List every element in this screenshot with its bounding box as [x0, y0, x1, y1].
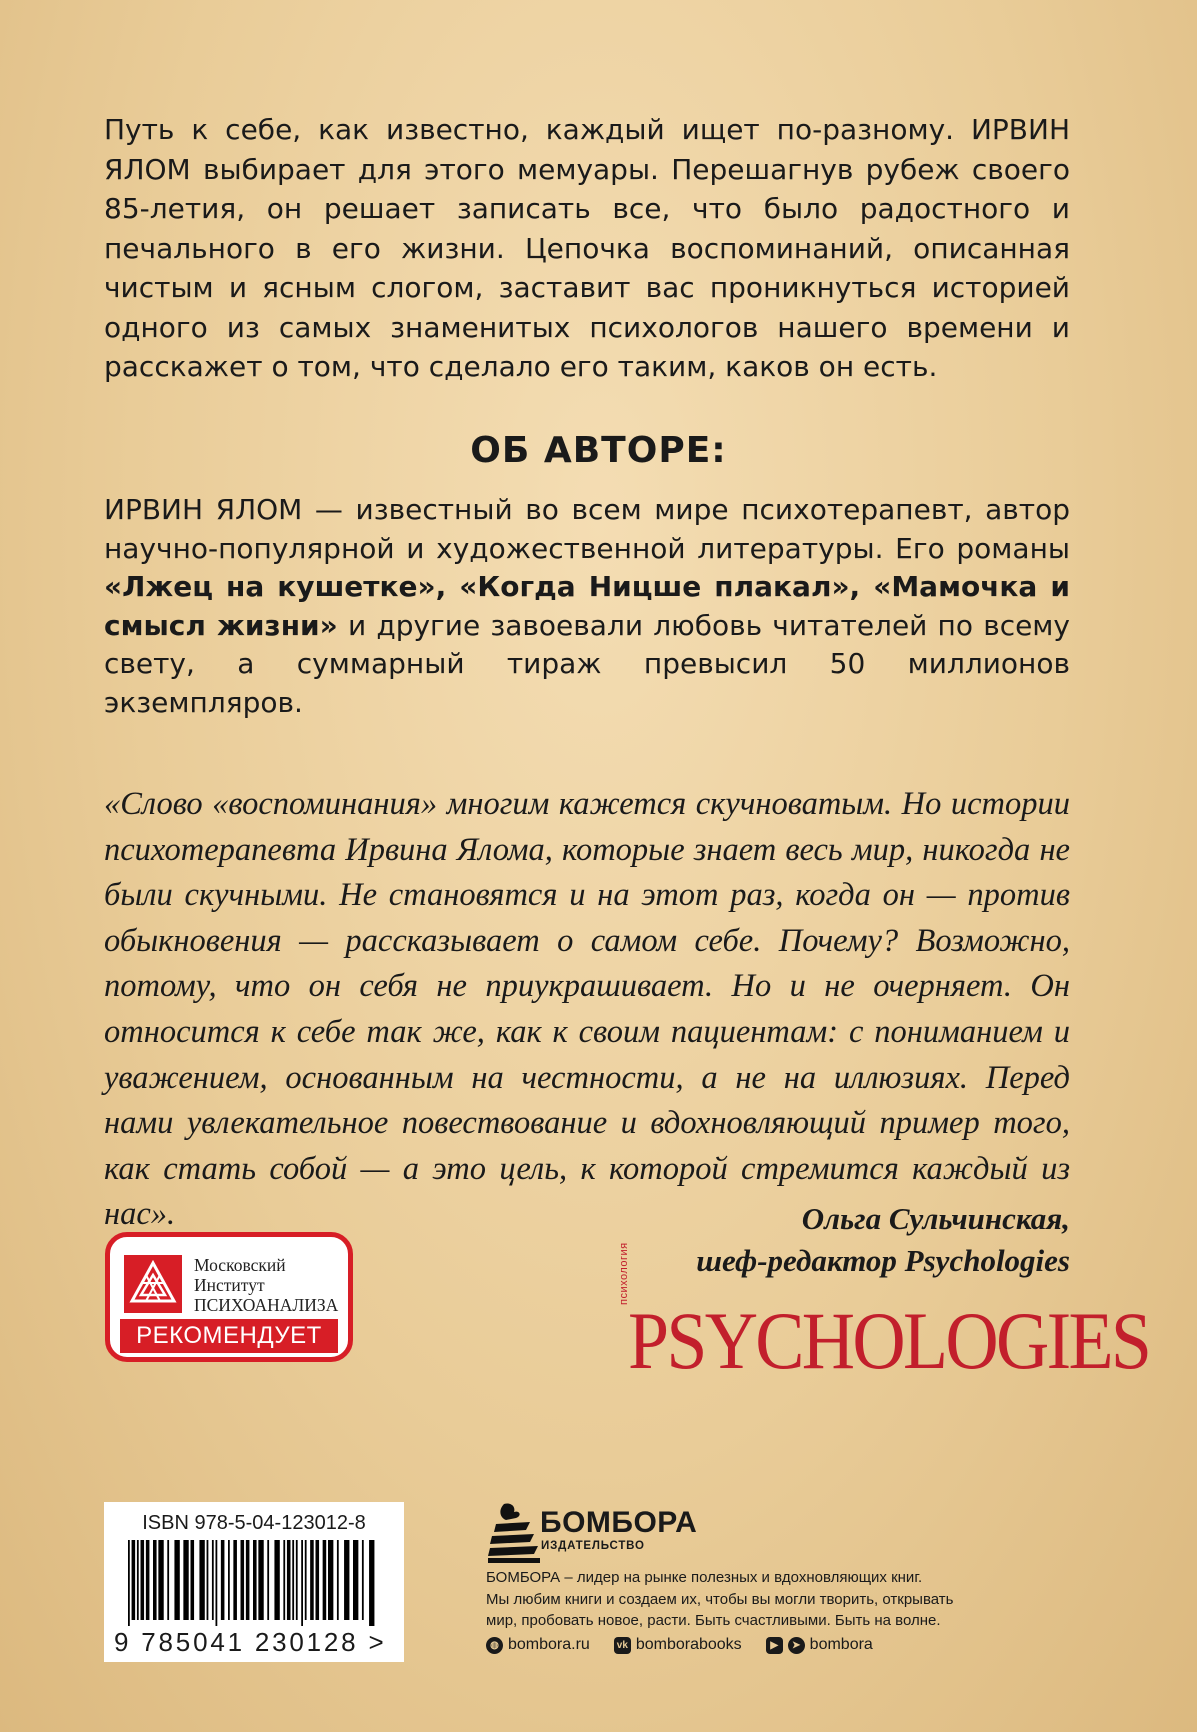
isbn-text: ISBN 978-5-04-123012-8 [142, 1512, 366, 1534]
barcode-bar [228, 1540, 230, 1620]
barcode-bar [267, 1540, 269, 1620]
barcode-bar [292, 1540, 294, 1620]
barcode-bar [310, 1540, 314, 1620]
social-website[interactable] [486, 1634, 590, 1656]
barcode-bar [369, 1540, 374, 1626]
institute-recommends-badge [105, 1232, 353, 1362]
barcode-bar [353, 1540, 358, 1620]
review-quote: «Слово «воспоминания» многим кажется скучноватым. Но истории психотерапевта Ирвина Ялома, которые знает весь мир, никогда не были скучными. Не становятся и на этот раз, когда он — против обыкновения — рассказывает о самом себе. Почему? Возможно, потому, что он себя не приукрашивает. Но и не очерняет. Он относится к себе так же, как к своим пациентам: с пониманием и уважением, основанным на честности, а не на иллюзиях. Перед нами увлекательное повествование и вдохновляющий пример того, как стать собой — а это цель, к которой стремится каждый из нас». [104, 786, 1070, 1233]
institute-triangle-logo-icon [124, 1255, 182, 1313]
social-links [486, 1634, 1086, 1656]
barcode-bar [283, 1540, 285, 1620]
youtube-icon: ▶ [766, 1637, 783, 1654]
barcode-bar [158, 1540, 163, 1620]
barcode-bar [137, 1540, 139, 1620]
vk-icon: vk [614, 1637, 631, 1654]
barcode-bar [287, 1540, 291, 1620]
barcode-bar [328, 1540, 333, 1620]
social-vk-label: bomborabooks [635, 1636, 742, 1653]
barcode-bar [316, 1540, 320, 1620]
barcode-bar [132, 1540, 136, 1620]
intro-paragraph: Путь к себе, как известно, каждый ищет по-разному. ИРВИН ЯЛОМ выбирает для этого мемуары. Перешагнув рубеж своего 85-летия, он решает записать все, что было радостного и печального в его жизни. Цепочка воспоминаний, описанная чистым и ясным слогом, заставит вас проникнуться историей одного из самых знаменитых психологов нашего времени и расскажет о том, что сделало его таким, каков он есть. [104, 113, 1070, 383]
barcode-bar [305, 1540, 307, 1620]
social-messengers[interactable] [766, 1634, 873, 1656]
barcode-bar [258, 1540, 263, 1620]
about-author-paragraph [104, 491, 1070, 722]
badge-line-1: Московский [194, 1255, 286, 1275]
barcode-bar [344, 1540, 349, 1620]
barcode-bar [141, 1540, 145, 1620]
barcode-bar [153, 1540, 157, 1620]
barcode-bar [191, 1540, 195, 1620]
barcode-bar [216, 1540, 218, 1626]
barcode-bar [301, 1540, 303, 1626]
about-text-part1: ИРВИН ЯЛОМ — известный во всем мире психотерапевт, автор научно-популярной и художественной литературы. Его романы [104, 493, 1070, 565]
globe-icon: ◍ [486, 1637, 503, 1654]
barcode-bar [274, 1540, 279, 1620]
barcode-bar [207, 1540, 209, 1620]
barcode-bar [323, 1540, 327, 1620]
social-vk[interactable] [614, 1634, 742, 1656]
barcode-bar [221, 1540, 225, 1620]
bombora-subtitle: ИЗДАТЕЛЬСТВО [541, 1540, 645, 1552]
bombora-desc-line3: мир, пробовать новое, расти. Быть счастливыми. Быть на волне. [486, 1612, 941, 1629]
barcode-bar [296, 1540, 298, 1620]
bombora-logo-icon [486, 1500, 546, 1564]
barcode-bar [167, 1540, 169, 1620]
badge-line-3: ПСИХОАНАЛИЗА [194, 1295, 339, 1315]
psychologies-small-label: психология [618, 1242, 630, 1305]
barcode-bars [126, 1540, 384, 1626]
quote-author-role: шеф-редактор Psychologies [696, 1243, 1070, 1278]
bombora-desc-line2: Мы любим книги и создаем их, чтобы вы могли творить, открывать [486, 1590, 954, 1608]
telegram-icon: ➤ [788, 1637, 805, 1654]
barcode-bar [128, 1540, 130, 1626]
barcode-bar [146, 1540, 150, 1620]
bombora-description [486, 1567, 1046, 1632]
quote-attribution [500, 1198, 1070, 1282]
barcode-bar [362, 1540, 364, 1620]
bombora-name: БОМБОРА [540, 1506, 698, 1539]
quote-author-name: Ольга Сульчинская, [801, 1201, 1070, 1236]
barcode-panel [104, 1502, 404, 1662]
barcode-bar [199, 1540, 204, 1620]
barcode-bar [246, 1540, 250, 1620]
barcode-bar [241, 1540, 245, 1620]
barcode-bar [212, 1540, 214, 1620]
social-website-label: bombora.ru [508, 1636, 590, 1653]
barcode-digits: 9 785041 230128 > [114, 1627, 387, 1657]
barcode-bar [174, 1540, 179, 1620]
bombora-desc-line1: БОМБОРА – лидер на рынке полезных и вдохновляющих книг. [486, 1569, 923, 1586]
badge-line-2: Институт [194, 1275, 265, 1295]
about-text-part2: и другие завоевали любовь читателей по всему свету, а суммарный тираж превысил 50 миллионов экземпляров. [104, 608, 1071, 719]
barcode-bar [337, 1540, 339, 1620]
about-author-heading: ОБ АВТОРЕ: [470, 430, 727, 471]
novel-titles: «Лжец на кушетке», «Когда Ницше плакал», «Мамочка и смысл жизни» [104, 570, 1070, 642]
social-messengers-label: bombora [809, 1636, 873, 1653]
badge-recommends-label: РЕКОМЕНДУЕТ [120, 1319, 338, 1353]
barcode-bar [183, 1540, 188, 1620]
barcode-bar [233, 1540, 237, 1620]
barcode-bar [253, 1540, 257, 1620]
psychologies-logo: PSYCHOLOGIES [628, 1295, 1150, 1386]
